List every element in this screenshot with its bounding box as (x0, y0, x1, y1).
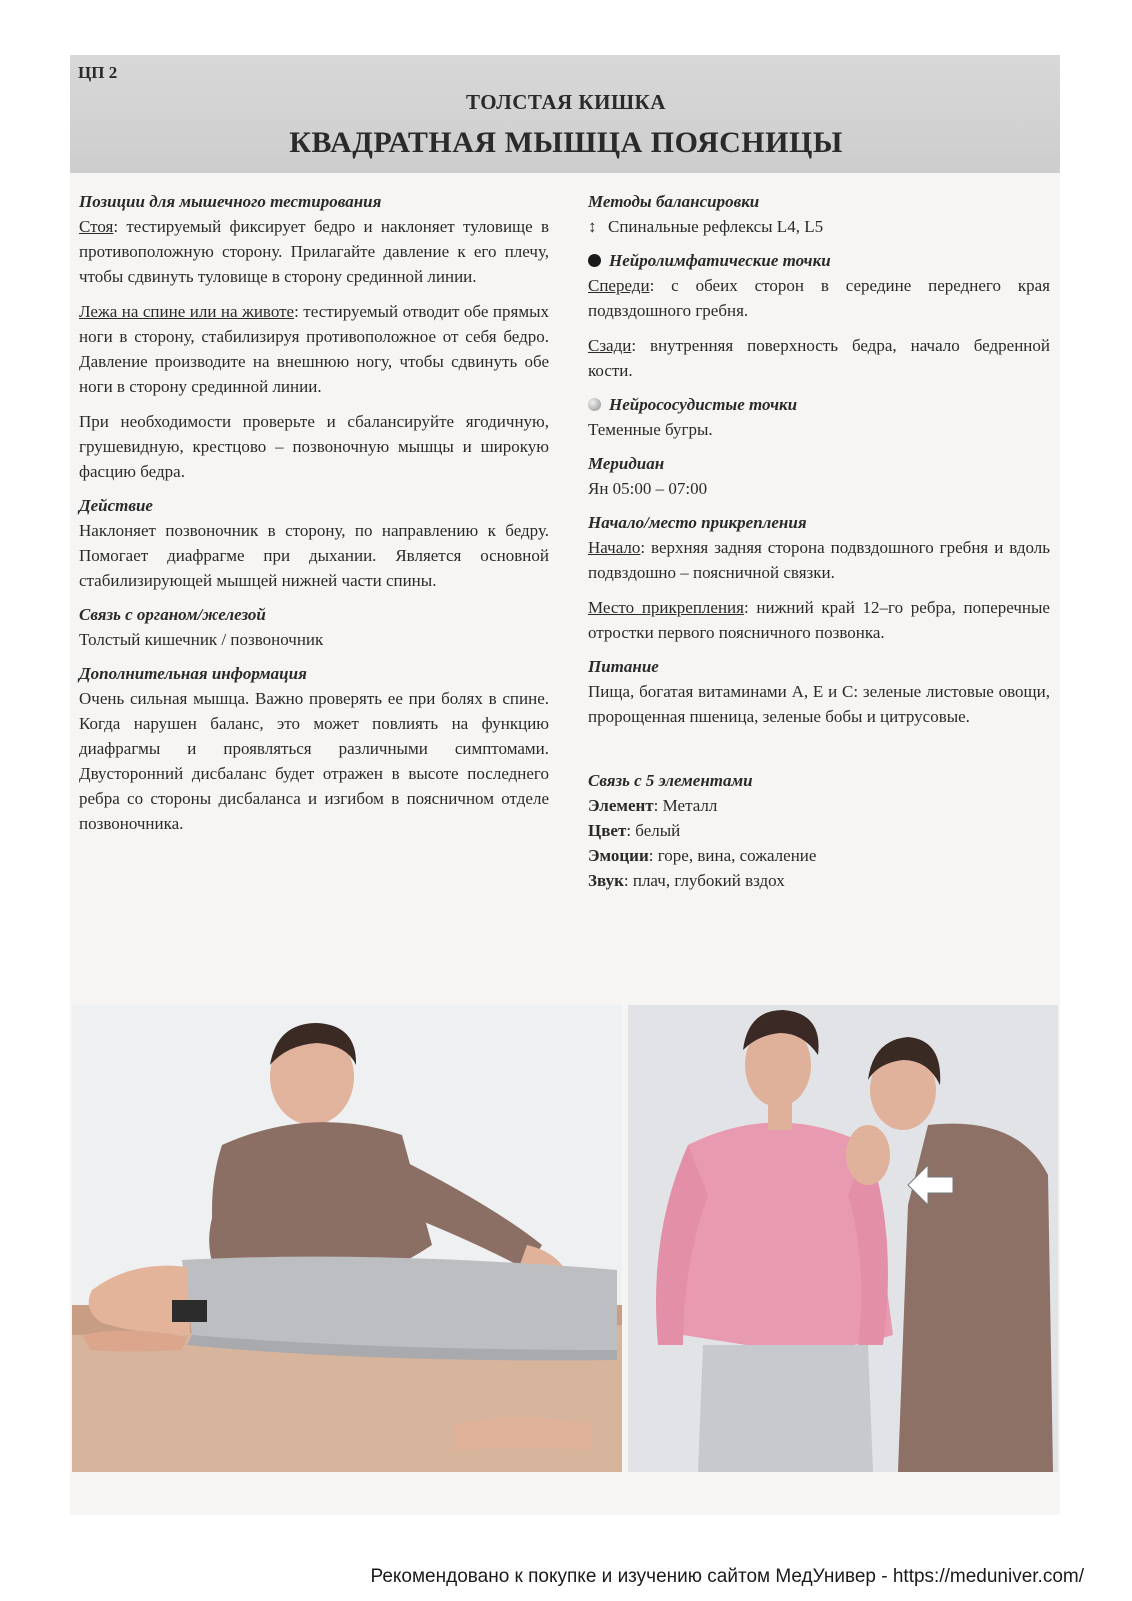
info-heading: Дополнительная информация (79, 664, 307, 683)
grey-dot-icon (588, 398, 601, 411)
front-text: : с обеих сторон в середине переднего края подвздошного гребня. (588, 276, 1050, 320)
organ-heading: Связь с органом/железой (79, 605, 266, 624)
footer-note: Рекомендовано к покупке и изучению сайтом МедУнивер - https://meduniver.com/ (370, 1566, 1084, 1587)
element-row: Элемент: Металл (588, 796, 718, 815)
nutrition-text: Пища, богатая витаминами А, Е и С: зеленые листовые овощи, пророщенная пшеница, зеленые бобы и цитрусовые. (588, 682, 1050, 726)
neurolymph-heading: Нейролимфатические точки (609, 251, 831, 270)
neurolymph-back (588, 333, 1050, 383)
positions-heading: Позиции для мышечного тестирования (79, 192, 382, 211)
insert-label: Место прикрепления (588, 598, 744, 617)
neurovascular-heading-row (588, 393, 1050, 417)
page-code: ЦП 2 (78, 63, 118, 82)
lying-test-illustration (72, 1005, 622, 1472)
methods-heading: Методы балансировки (588, 192, 760, 211)
black-dot-icon (588, 254, 601, 267)
origin-heading: Начало/место прикрепления (588, 513, 807, 532)
methods-line (588, 214, 1050, 239)
neurolymph-front (588, 273, 1050, 323)
start-label: Начало (588, 538, 641, 557)
right-column (588, 190, 1050, 893)
nutrition-heading: Питание (588, 657, 659, 676)
standing-test-illustration (628, 1005, 1058, 1472)
positions-standing (79, 214, 549, 289)
meridian-heading: Меридиан (588, 454, 665, 473)
updown-arrow-icon: ↕ (588, 217, 597, 236)
lying-text: : тестируемый отводит обе прямых ноги в сторону, стабилизируя противоположное от себя бедро. Давление производите на внешнюю ногу, чтобы сдвинуть обе ноги в сторону срединной линии. (79, 302, 549, 396)
organ-text: Толстый кишечник / позвоночник (79, 630, 324, 649)
insert-text: : нижний край 12–го ребра, поперечные отростки первого поясничного позвонка. (588, 598, 1050, 642)
positions-extra: При необходимости проверьте и сбалансируйте ягодичную, грушевидную, крестцово – позвоночную мышцы и широкую фасцию бедра. (79, 412, 549, 481)
methods-text: Спинальные рефлексы L4, L5 (608, 217, 824, 236)
back-text: : внутренняя поверхность бедра, начало бедренной кости. (588, 336, 1050, 380)
neurovascular-heading: Нейрососудистые точки (609, 395, 798, 414)
photo-lying-test (72, 1005, 622, 1472)
origin-start (588, 535, 1050, 585)
action-heading: Действие (79, 496, 153, 515)
page-subtitle: ТОЛСТАЯ КИШКА (466, 90, 666, 114)
neurovascular-text: Теменные бугры. (588, 420, 713, 439)
back-label: Сзади (588, 336, 632, 355)
meridian-text: Ян 05:00 – 07:00 (588, 479, 708, 498)
info-text: Очень сильная мышца. Важно проверять ее при болях в спине. Когда нарушен баланс, это может повлиять на функцию диафрагмы и проявляться различными симптомами. Двусторонний дисбаланс будет отражен в высоте последнего ребра со стороны дисбаланса и изгибом в поясничном отделе позвоночника. (79, 689, 549, 833)
positions-lying (79, 299, 549, 399)
sound-row: Звук: плач, глубокий вздох (588, 871, 785, 890)
origin-insert (588, 595, 1050, 645)
standing-label: Стоя (79, 217, 114, 236)
front-label: Спереди (588, 276, 650, 295)
left-column (79, 190, 549, 846)
start-text: : верхняя задняя сторона подвздошного гребня и вдоль подвздошно – поясничной связки. (588, 538, 1050, 582)
emotions-row: Эмоции: горе, вина, сожаление (588, 846, 817, 865)
standing-text: : тестируемый фиксирует бедро и наклоняет туловище в противоположную сторону. Прилагайте давление к его плечу, чтобы сдвинуть туловище в сторону срединной линии. (79, 217, 549, 286)
neurolymph-heading-row (588, 249, 1050, 273)
photo-standing-test (628, 1005, 1058, 1472)
page-title: КВАДРАТНАЯ МЫШЦА ПОЯСНИЦЫ (289, 126, 843, 159)
action-text: Наклоняет позвоночник в сторону, по направлению к бедру. Помогает диафрагме при дыхании. Является основной стабилизирующей мышцей нижней части спины. (79, 521, 549, 590)
lying-label: Лежа на спине или на животе (79, 302, 295, 321)
elements-heading: Связь с 5 элементами (588, 771, 753, 790)
color-row: Цвет: белый (588, 821, 681, 840)
